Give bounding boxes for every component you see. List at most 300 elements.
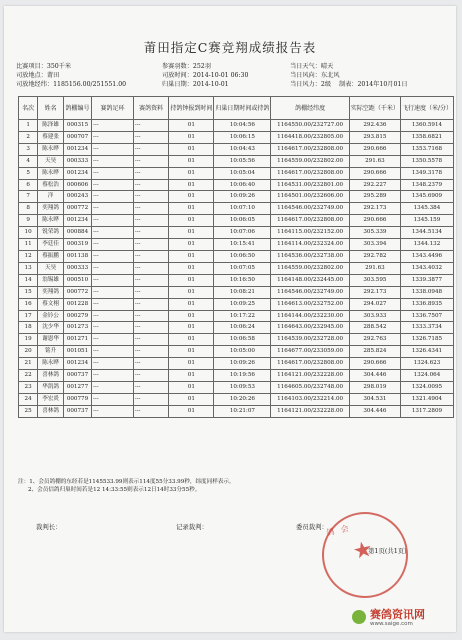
cell-pigeon-info: --- xyxy=(133,167,168,179)
cell-arrival-time: 10:09:26 xyxy=(214,358,271,370)
cell-name: 陈永晔 xyxy=(38,215,64,227)
cell-speed: 1358.6821 xyxy=(400,131,453,143)
table-row xyxy=(19,358,454,370)
watermark-name: 赛鸽资讯网 xyxy=(370,608,425,621)
cell-coords: 1164559.00/232802.00 xyxy=(271,155,350,167)
cell-speed: 1350.5578 xyxy=(400,155,453,167)
cell-speed: 1324.064 xyxy=(400,370,453,382)
cell-arrival-time: 10:09:53 xyxy=(214,381,271,393)
meta-column-2 xyxy=(162,62,248,89)
cell-clock-day: 01 xyxy=(169,370,214,382)
cell-arrival-time: 10:06:24 xyxy=(214,322,271,334)
cell-ring: --- xyxy=(92,370,134,382)
cell-clock-day: 01 xyxy=(169,334,214,346)
cell-rank: 25 xyxy=(19,405,38,417)
cell-name: 奕翔鸽 xyxy=(38,203,64,215)
cell-pigeon-info: --- xyxy=(133,131,168,143)
col-coords: 鸽棚经纬度 xyxy=(271,97,350,120)
cell-ring: --- xyxy=(92,286,134,298)
cell-distance: 293.815 xyxy=(349,131,400,143)
cell-distance: 303.595 xyxy=(349,274,400,286)
cell-loft-id: 000510 xyxy=(63,274,91,286)
cell-rank: 18 xyxy=(19,322,38,334)
cell-distance: 285.824 xyxy=(349,346,400,358)
cell-arrival-time: 10:05:04 xyxy=(214,167,271,179)
cell-loft-id: 000737 xyxy=(63,370,91,382)
cell-name: 蔡松浩 xyxy=(38,179,64,191)
table-row xyxy=(19,191,454,203)
cell-distance: 295.289 xyxy=(349,191,400,203)
cell-arrival-time: 10:15:41 xyxy=(214,239,271,251)
cell-clock-day: 01 xyxy=(169,310,214,322)
cell-arrival-time: 10:07:10 xyxy=(214,203,271,215)
cell-speed: 1353.7168 xyxy=(400,143,453,155)
cell-pigeon-info: --- xyxy=(133,227,168,239)
cell-loft-id: 001234 xyxy=(63,143,91,155)
cell-pigeon-info: --- xyxy=(133,405,168,417)
cell-distance: 290.666 xyxy=(349,143,400,155)
cell-speed: 1349.3178 xyxy=(400,167,453,179)
table-row xyxy=(19,227,454,239)
stamp-text: 鸽 会 xyxy=(325,523,352,538)
cell-speed: 1348.2379 xyxy=(400,179,453,191)
cell-rank: 5 xyxy=(19,167,38,179)
cell-speed: 1344.5134 xyxy=(400,227,453,239)
cell-name: 铭升 xyxy=(38,346,64,358)
meta-entries: 参赛羽数：252羽 xyxy=(162,63,211,70)
cell-speed: 1345.159 xyxy=(400,215,453,227)
cell-rank: 11 xyxy=(19,239,38,251)
cell-name: 陈永晔 xyxy=(38,143,64,155)
cell-loft-id: 001051 xyxy=(63,346,91,358)
cell-ring: --- xyxy=(92,310,134,322)
meta-column-1 xyxy=(16,62,126,89)
cell-arrival-time: 10:19:56 xyxy=(214,370,271,382)
cell-loft-id: 000737 xyxy=(63,405,91,417)
cell-loft-id: 001234 xyxy=(63,167,91,179)
cell-distance: 291.63 xyxy=(349,262,400,274)
cell-arrival-time: 10:08:21 xyxy=(214,286,271,298)
cell-clock-day: 01 xyxy=(169,179,214,191)
col-rank: 名次 xyxy=(19,97,38,120)
col-clock-time: 持鸽钟报到时间 xyxy=(169,97,214,120)
cell-speed: 1326.4341 xyxy=(400,346,453,358)
cell-distance: 303.933 xyxy=(349,310,400,322)
page-number: 第1页(共1页) xyxy=(368,547,407,555)
cell-pigeon-info: --- xyxy=(133,358,168,370)
watermark-url: www.saige.com xyxy=(370,621,413,627)
cell-clock-day: 01 xyxy=(169,298,214,310)
cell-rank: 23 xyxy=(19,381,38,393)
cell-ring: --- xyxy=(92,203,134,215)
cell-speed: 1321.4904 xyxy=(400,393,453,405)
cell-pigeon-info: --- xyxy=(133,250,168,262)
cell-speed: 1343.4496 xyxy=(400,250,453,262)
cell-arrival-time: 10:07:05 xyxy=(214,262,271,274)
sign-record-judge: 记录裁判： xyxy=(176,523,208,531)
meta-release-place: 司放地点：莆田 xyxy=(16,72,60,79)
meta-release-coords: 司放地经纬：1185156.00/251551.00 xyxy=(16,81,127,88)
cell-coords: 1164605.00/232748.00 xyxy=(271,381,350,393)
cell-arrival-time: 10:06:15 xyxy=(214,131,271,143)
table-row xyxy=(19,239,454,251)
table-row xyxy=(19,179,454,191)
footnote-2: 2、会员信鸽归巢时间若是12 14:33:55则表示12日14时33分55秒。 xyxy=(28,487,201,493)
cell-loft-id: 001234 xyxy=(63,358,91,370)
results-table xyxy=(18,96,454,418)
cell-arrival-time: 10:06:05 xyxy=(214,215,271,227)
cell-distance: 291.63 xyxy=(349,155,400,167)
cell-coords: 1164539.00/232728.00 xyxy=(271,334,350,346)
cell-distance: 298.019 xyxy=(349,381,400,393)
col-distance: 实际空距（千米） xyxy=(349,97,400,120)
cell-pigeon-info: --- xyxy=(133,346,168,358)
cell-pigeon-info: --- xyxy=(133,215,168,227)
cell-ring: --- xyxy=(92,120,134,132)
cell-loft-id: 001277 xyxy=(63,381,91,393)
cell-speed: 1336.8935 xyxy=(400,298,453,310)
cell-clock-day: 01 xyxy=(169,120,214,132)
cell-pigeon-info: --- xyxy=(133,155,168,167)
cell-speed: 1324.0095 xyxy=(400,381,453,393)
cell-name: 天昊 xyxy=(38,262,64,274)
cell-ring: --- xyxy=(92,167,134,179)
cell-ring: --- xyxy=(92,393,134,405)
cell-name: 华凯鸽 xyxy=(38,381,64,393)
cell-name: 蔡建张 xyxy=(38,131,64,143)
cell-pigeon-info: --- xyxy=(133,239,168,251)
cell-rank: 19 xyxy=(19,334,38,346)
cell-rank: 24 xyxy=(19,393,38,405)
cell-rank: 3 xyxy=(19,143,38,155)
meta-return-date: 归巢日期：2014-10-01 xyxy=(162,81,229,88)
report-title: 莆田指定C赛竞翔成绩报告表 xyxy=(143,40,317,55)
cell-distance: 292.173 xyxy=(349,286,400,298)
cell-pigeon-info: --- xyxy=(133,274,168,286)
footnotes xyxy=(18,478,454,494)
cell-speed: 1338.0948 xyxy=(400,286,453,298)
table-row xyxy=(19,286,454,298)
red-seal-stamp xyxy=(314,504,416,606)
cell-loft-id: 000884 xyxy=(63,227,91,239)
cell-rank: 21 xyxy=(19,358,38,370)
cell-name: 锐荣鸽 xyxy=(38,227,64,239)
cell-loft-id: 000315 xyxy=(63,120,91,132)
cell-clock-day: 01 xyxy=(169,215,214,227)
cell-clock-day: 01 xyxy=(169,191,214,203)
cell-loft-id: 000279 xyxy=(63,310,91,322)
table-row xyxy=(19,381,454,393)
cell-pigeon-info: --- xyxy=(133,191,168,203)
meta-wind-force: 当日风力：2级 制表：2014年10月01日 xyxy=(290,81,408,88)
cell-clock-day: 01 xyxy=(169,381,214,393)
cell-clock-day: 01 xyxy=(169,250,214,262)
table-row xyxy=(19,250,454,262)
cell-coords: 1164617.00/232808.00 xyxy=(271,358,350,370)
cell-coords: 1164643.00/232945.00 xyxy=(271,322,350,334)
cell-coords: 1164501.00/232606.00 xyxy=(271,191,350,203)
cell-speed: 1324.623 xyxy=(400,358,453,370)
cell-coords: 1164536.00/232738.00 xyxy=(271,250,350,262)
cell-ring: --- xyxy=(92,346,134,358)
cell-arrival-time: 10:21:07 xyxy=(214,405,271,417)
cell-clock-day: 01 xyxy=(169,155,214,167)
cell-clock-day: 01 xyxy=(169,239,214,251)
cell-coords: 1164550.00/232727.00 xyxy=(271,120,350,132)
pigeon-logo-icon xyxy=(352,610,366,624)
cell-coords: 1164103.00/232214.00 xyxy=(271,393,350,405)
cell-ring: --- xyxy=(92,381,134,393)
cell-clock-day: 01 xyxy=(169,405,214,417)
table-row xyxy=(19,131,454,143)
cell-distance: 292.227 xyxy=(349,179,400,191)
cell-name: 李宏炎 xyxy=(38,393,64,405)
cell-distance: 290.666 xyxy=(349,215,400,227)
cell-ring: --- xyxy=(92,250,134,262)
cell-name: 翁锡雄 xyxy=(38,274,64,286)
table-row xyxy=(19,322,454,334)
cell-ring: --- xyxy=(92,143,134,155)
cell-rank: 16 xyxy=(19,298,38,310)
cell-name: 陈永晔 xyxy=(38,358,64,370)
cell-distance: 292.763 xyxy=(349,334,400,346)
cell-arrival-time: 10:17:22 xyxy=(214,310,271,322)
cell-arrival-time: 10:06:40 xyxy=(214,179,271,191)
cell-coords: 1164546.00/232749.00 xyxy=(271,286,350,298)
meta-race-item: 比赛项目：350千米 xyxy=(16,63,72,70)
cell-distance: 304.446 xyxy=(349,405,400,417)
sign-chief-judge: 裁判长： xyxy=(36,523,62,531)
table-row xyxy=(19,274,454,286)
cell-distance: 292.436 xyxy=(349,120,400,132)
cell-coords: 1164144.00/232230.00 xyxy=(271,310,350,322)
cell-rank: 1 xyxy=(19,120,38,132)
cell-ring: --- xyxy=(92,405,134,417)
cell-pigeon-info: --- xyxy=(133,286,168,298)
cell-pigeon-info: --- xyxy=(133,143,168,155)
cell-loft-id: 000319 xyxy=(63,239,91,251)
cell-loft-id: 000779 xyxy=(63,393,91,405)
table-row xyxy=(19,262,454,274)
meta-release-time: 司放时间：2014-10-01 06:30 xyxy=(162,72,249,79)
table-row xyxy=(19,334,454,346)
col-pigeon-info: 赛鸽资料 xyxy=(133,97,168,120)
cell-arrival-time: 10:07:06 xyxy=(214,227,271,239)
cell-pigeon-info: --- xyxy=(133,120,168,132)
cell-rank: 13 xyxy=(19,262,38,274)
cell-loft-id: 001234 xyxy=(63,215,91,227)
cell-clock-day: 01 xyxy=(169,203,214,215)
cell-clock-day: 01 xyxy=(169,262,214,274)
cell-clock-day: 01 xyxy=(169,131,214,143)
col-speed: 飞行速度（米/分） xyxy=(400,97,453,120)
col-loft-id: 鸽棚编号 xyxy=(63,97,91,120)
cell-rank: 8 xyxy=(19,203,38,215)
col-arrival-time: 归巢日期时间或持鸽 xyxy=(214,97,271,120)
report-sheet xyxy=(4,6,456,632)
table-row xyxy=(19,298,454,310)
cell-distance: 294.027 xyxy=(349,298,400,310)
cell-speed: 1343.4032 xyxy=(400,262,453,274)
cell-arrival-time: 10:05:56 xyxy=(214,155,271,167)
cell-name: 谢恩华 xyxy=(38,334,64,346)
cell-ring: --- xyxy=(92,298,134,310)
cell-loft-id: 000772 xyxy=(63,286,91,298)
cell-ring: --- xyxy=(92,322,134,334)
cell-distance: 292.173 xyxy=(349,203,400,215)
cell-coords: 1164418.00/232805.00 xyxy=(271,131,350,143)
table-row xyxy=(19,120,454,132)
cell-rank: 20 xyxy=(19,346,38,358)
cell-speed: 1326.7185 xyxy=(400,334,453,346)
cell-name: 洋 xyxy=(38,191,64,203)
cell-loft-id: 000333 xyxy=(63,155,91,167)
col-ring: 赛鸽足环 xyxy=(92,97,134,120)
cell-ring: --- xyxy=(92,191,134,203)
cell-distance: 304.446 xyxy=(349,370,400,382)
cell-speed: 1339.3877 xyxy=(400,274,453,286)
cell-coords: 1164617.00/232808.00 xyxy=(271,143,350,155)
cell-clock-day: 01 xyxy=(169,167,214,179)
cell-loft-id: 000707 xyxy=(63,131,91,143)
cell-ring: --- xyxy=(92,239,134,251)
cell-clock-day: 01 xyxy=(169,346,214,358)
table-row xyxy=(19,310,454,322)
cell-distance: 305.339 xyxy=(349,227,400,239)
watermark-logo xyxy=(352,606,456,634)
cell-clock-day: 01 xyxy=(169,322,214,334)
cell-pigeon-info: --- xyxy=(133,322,168,334)
table-row xyxy=(19,215,454,227)
cell-ring: --- xyxy=(92,227,134,239)
table-row xyxy=(19,203,454,215)
cell-loft-id: 000772 xyxy=(63,203,91,215)
table-row xyxy=(19,155,454,167)
cell-arrival-time: 10:09:26 xyxy=(214,191,271,203)
cell-speed: 1360.5914 xyxy=(400,120,453,132)
cell-distance: 292.782 xyxy=(349,250,400,262)
footnote-1: 注：1、会员鸽棚的东经若是1145533.99则表示114度55分33.99秒，纬度同样表示。 xyxy=(18,479,235,485)
cell-name: 奕翔鸽 xyxy=(38,286,64,298)
cell-rank: 15 xyxy=(19,286,38,298)
table-row xyxy=(19,167,454,179)
cell-clock-day: 01 xyxy=(169,274,214,286)
cell-loft-id: 001271 xyxy=(63,334,91,346)
cell-clock-day: 01 xyxy=(169,286,214,298)
cell-arrival-time: 10:04:56 xyxy=(214,120,271,132)
cell-speed: 1333.3734 xyxy=(400,322,453,334)
cell-pigeon-info: --- xyxy=(133,370,168,382)
cell-loft-id: 000606 xyxy=(63,179,91,191)
cell-loft-id: 000243 xyxy=(63,191,91,203)
table-row xyxy=(19,346,454,358)
cell-coords: 1164121.00/232228.00 xyxy=(271,405,350,417)
cell-coords: 1164114.00/232324.00 xyxy=(271,239,350,251)
cell-distance: 290.666 xyxy=(349,358,400,370)
cell-arrival-time: 10:09:25 xyxy=(214,298,271,310)
cell-clock-day: 01 xyxy=(169,393,214,405)
meta-weather: 当日天气：晴天 xyxy=(290,63,334,70)
cell-name: 金钤公 xyxy=(38,310,64,322)
col-name: 姓名 xyxy=(38,97,64,120)
cell-arrival-time: 10:06:58 xyxy=(214,334,271,346)
cell-distance: 290.666 xyxy=(349,167,400,179)
cell-clock-day: 01 xyxy=(169,227,214,239)
cell-ring: --- xyxy=(92,334,134,346)
cell-arrival-time: 10:05:00 xyxy=(214,346,271,358)
cell-coords: 1164613.00/232752.00 xyxy=(271,298,350,310)
cell-pigeon-info: --- xyxy=(133,179,168,191)
cell-rank: 12 xyxy=(19,250,38,262)
table-row xyxy=(19,393,454,405)
cell-ring: --- xyxy=(92,131,134,143)
cell-pigeon-info: --- xyxy=(133,298,168,310)
cell-arrival-time: 10:04:43 xyxy=(214,143,271,155)
meta-wind-dir: 当日风向：东北风 xyxy=(290,72,340,79)
cell-arrival-time: 10:06:50 xyxy=(214,250,271,262)
cell-ring: --- xyxy=(92,179,134,191)
cell-rank: 17 xyxy=(19,310,38,322)
cell-name: 陈泽雄 xyxy=(38,120,64,132)
cell-name: 喜林鸽 xyxy=(38,370,64,382)
cell-coords: 1164121.00/232228.00 xyxy=(271,370,350,382)
cell-ring: --- xyxy=(92,155,134,167)
cell-coords: 1164617.00/232808.00 xyxy=(271,167,350,179)
cell-rank: 6 xyxy=(19,179,38,191)
cell-loft-id: 001138 xyxy=(63,250,91,262)
cell-clock-day: 01 xyxy=(169,143,214,155)
cell-ring: --- xyxy=(92,358,134,370)
cell-pigeon-info: --- xyxy=(133,381,168,393)
cell-arrival-time: 10:16:50 xyxy=(214,274,271,286)
star-icon: ★ xyxy=(350,536,376,566)
cell-loft-id: 000333 xyxy=(63,262,91,274)
cell-speed: 1345.6909 xyxy=(400,191,453,203)
cell-name: 李廷佳 xyxy=(38,239,64,251)
cell-speed: 1336.7507 xyxy=(400,310,453,322)
table-body xyxy=(19,120,454,418)
table-row xyxy=(19,405,454,417)
cell-coords: 1164677.00/233059.00 xyxy=(271,346,350,358)
cell-rank: 9 xyxy=(19,215,38,227)
cell-coords: 1164531.00/232801.00 xyxy=(271,179,350,191)
cell-ring: --- xyxy=(92,274,134,286)
cell-pigeon-info: --- xyxy=(133,310,168,322)
cell-pigeon-info: --- xyxy=(133,334,168,346)
cell-clock-day: 01 xyxy=(169,358,214,370)
cell-loft-id: 001228 xyxy=(63,298,91,310)
meta-column-3 xyxy=(290,62,408,89)
cell-speed: 1345.384 xyxy=(400,203,453,215)
cell-speed: 1344.132 xyxy=(400,239,453,251)
cell-rank: 14 xyxy=(19,274,38,286)
cell-loft-id: 001273 xyxy=(63,322,91,334)
cell-pigeon-info: --- xyxy=(133,262,168,274)
cell-rank: 10 xyxy=(19,227,38,239)
cell-distance: 288.542 xyxy=(349,322,400,334)
cell-coords: 1164546.00/232749.00 xyxy=(271,203,350,215)
cell-distance: 304.531 xyxy=(349,393,400,405)
cell-distance: 303.394 xyxy=(349,239,400,251)
cell-coords: 1164148.00/232445.00 xyxy=(271,274,350,286)
cell-name: 喜林鸽 xyxy=(38,405,64,417)
cell-arrival-time: 10:20:26 xyxy=(214,393,271,405)
cell-speed: 1317.2809 xyxy=(400,405,453,417)
cell-ring: --- xyxy=(92,215,134,227)
cell-pigeon-info: --- xyxy=(133,393,168,405)
cell-rank: 7 xyxy=(19,191,38,203)
cell-name: 蔡文栩 xyxy=(38,298,64,310)
